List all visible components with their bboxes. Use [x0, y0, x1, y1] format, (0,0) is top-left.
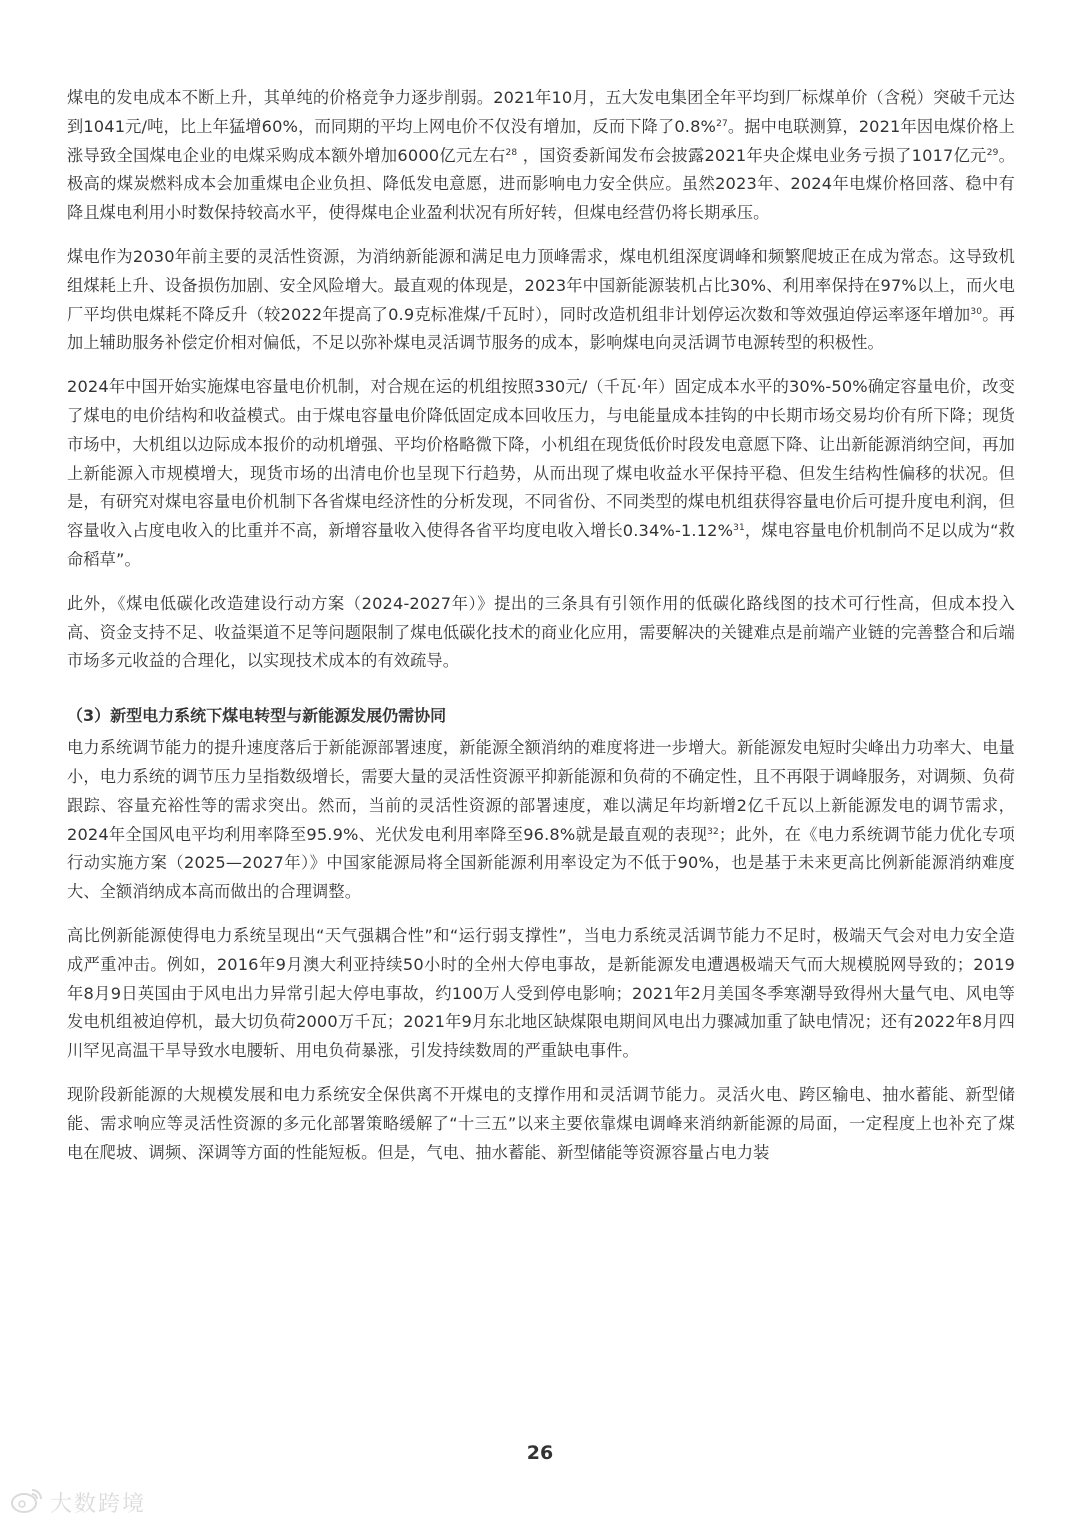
paragraph-text: ；此外，在《电力系统调节能力优化专项行动实施方案（2025—2027年）》中国家能源局将全国新能源利用率设定为不低于90%，也是基于未来更高比例新能源消纳难度大、全额消纳成本高而做出的合理调整。 [67, 824, 1015, 902]
paragraph-text: 煤电作为2030年前主要的灵活性资源，为消纳新能源和满足电力顶峰需求，煤电机组深度调峰和频繁爬坡正在成为常态。这导致机组煤耗上升、设备损伤加剧、安全风险增大。最直观的体现是，2023年中国新能源装机占比30%、利用率保持在97%以上，而火电厂平均供电煤耗不降反升（较2022年提高了0.9克标准煤/千瓦时），同时改造机组非计划停运次数和等效强迫停运率逐年增加 [67, 246, 1015, 324]
footnote-ref: 31 [733, 523, 745, 534]
paragraph-text: 此外，《煤电低碳化改造建设行动方案（2024-2027年）》提出的三条具有引领作用的低碳化路线图的技术可行性高，但成本投入高、资金支持不足、收益渠道不足等问题限制了煤电低碳化技术的商业化应用，需要解决的关键难点是前端产业链的完善整合和后端市场多元收益的合理化，以实现技术成本的有效疏导。 [67, 593, 1015, 671]
document-body [67, 84, 1015, 1167]
footnote-ref: 32 [707, 826, 719, 837]
page-number: 26 [526, 1442, 554, 1464]
paragraph-text: ，国资委新闻发布会披露2021年央企煤电业务亏损了1017亿元 [517, 145, 987, 165]
paragraph-text: 现阶段新能源的大规模发展和电力系统安全保供离不开煤电的支撑作用和灵活调节能力。灵活火电、跨区输电、抽水蓄能、新型储能、需求响应等灵活性资源的多元化部署策略缓解了“十三五”以来主要依靠煤电调峰来消纳新能源的局面，一定程度上也补充了煤电在爬坡、调频、深调等方面的性能短板。但是，气电、抽水蓄能、新型储能等资源容量占电力装 [67, 1084, 1015, 1162]
paragraph [67, 922, 1015, 1066]
paragraph-text: 高比例新能源使得电力系统呈现出“天气强耦合性”和“运行弱支撑性”，当电力系统灵活调节能力不足时，极端天气会对电力安全造成严重冲击。例如，2016年9月澳大利亚持续50小时的全州大停电事故，是新能源发电遭遇极端天气而大规模脱网导致的；2019年8月9日英国由于风电出力异常引起大停电事故，约100万人受到停电影响；2021年2月美国冬季寒潮导致得州大量气电、风电等发电机组被迫停机，最大切负荷2000万千瓦；2021年9月东北地区缺煤限电期间风电出力骤减加重了缺电情况；还有2022年8月四川罕见高温干旱导致水电腰斩、用电负荷暴涨，引发持续数周的严重缺电事件。 [67, 925, 1015, 1061]
footnote-ref: 29 [986, 147, 999, 158]
footnote-ref: 30 [970, 306, 983, 317]
footnote-ref: 28 [505, 147, 518, 158]
paragraph-text: 电力系统调节能力的提升速度落后于新能源部署速度，新能源全额消纳的难度将进一步增大。新能源发电短时尖峰出力功率大、电量小，电力系统的调节压力呈指数级增长，需要大量的灵活性资源平抑新能源和负荷的不确定性，且不再限于调峰服务，对调频、负荷跟踪、容量充裕性等的需求突出。然而，当前的灵活性资源的部署速度，难以满足年均新增2亿千瓦以上新能源发电的调节需求，2024年全国风电平均利用率降至95.9%、光伏发电利用率降至96.8%就是最直观的表现 [67, 738, 1015, 844]
paragraph-text: 2024年中国开始实施煤电容量电价机制，对合规在运的机组按照330元/（千瓦·年）固定成本水平的30%-50%确定容量电价，改变了煤电的电价结构和收益模式。由于煤电容量电价降低固定成本回收压力，与电能量成本挂钩的中长期市场交易均价有所下降；现货市场中，大机组以边际成本报价的动机增强、平均价格略微下降，小机组在现货低价时段发电意愿下降、让出新能源消纳空间，再加上新能源入市规模增大，现货市场的出清电价也呈现下行趋势，从而出现了煤电收益水平保持平稳、但发生结构性偏移的状况。但是，有研究对煤电容量电价机制下各省煤电经济性的分析发现，不同省份、不同类型的煤电机组获得容量电价后可提升度电利润，但容量收入占度电收入的比重并不高，新增容量收入使得各省平均度电收入增长0.34%-1.12% [67, 377, 1015, 541]
paragraph [67, 734, 1015, 907]
paragraph-text: ，煤电容量电价机制尚不足以成为“救命稻草”。 [67, 521, 1016, 569]
paragraph [67, 1081, 1015, 1167]
paragraph-text: 。再加上辅助服务补偿定价相对偏低，不足以弥补煤电灵活调节服务的成本，影响煤电向灵活调节电源转型的积极性。 [67, 304, 1015, 353]
section-heading: （3）新型电力系统下煤电转型与新能源发展仍需协同 [67, 706, 447, 726]
paragraph-text: 煤电的发电成本不断上升，其单纯的价格竞争力逐步削弱。2021年10月，五大发电集团全年平均到厂标煤单价（含税）突破千元达到1041元/吨，比上年猛增60%，而同期的平均上网电价不仅没有增加，反而下降了0.8% [67, 88, 1015, 136]
paragraph [67, 590, 1015, 676]
watermark [10, 1486, 146, 1518]
watermark-text: 大数跨境 [50, 1491, 147, 1517]
paragraph [67, 243, 1015, 358]
paragraph-text: 。据中电联测算，2021年因电煤价格上涨导致全国煤电企业的电煤采购成本额外增加6000亿元左右 [67, 116, 1016, 165]
microblog-logo-icon [10, 1486, 44, 1518]
paragraph-group-2 [67, 734, 1015, 1167]
paragraph [67, 84, 1015, 228]
paragraph-text: 。极高的煤炭燃料成本会加重煤电企业负担、降低发电意愿，进而影响电力安全供应。虽然2023年、2024年电煤价格回落、稳中有降且煤电利用小时数保持较高水平，使得煤电企业盈利状况有所好转，但煤电经营仍将长期承压。 [67, 145, 1015, 223]
paragraph-group-1 [67, 84, 1015, 676]
footnote-ref: 27 [716, 118, 728, 129]
paragraph [67, 373, 1015, 575]
